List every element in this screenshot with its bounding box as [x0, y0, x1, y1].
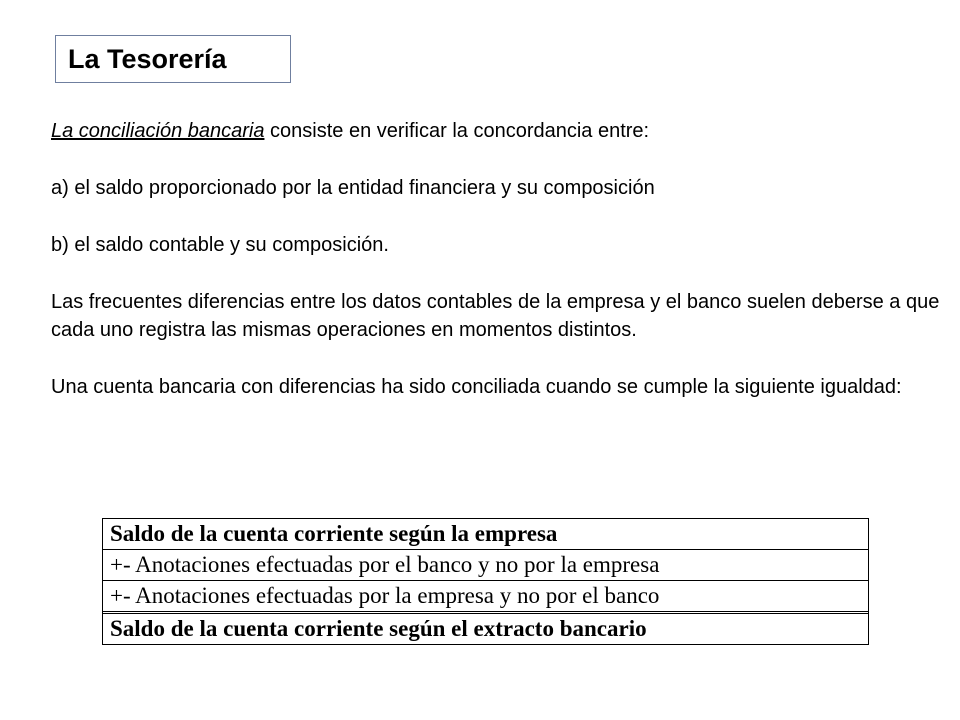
intro-term: La conciliación bancaria	[51, 120, 265, 142]
slide-title-box	[55, 35, 291, 83]
formula-row-company-entries: +- Anotaciones efectuadas por la empresa y no por el banco	[103, 581, 868, 614]
intro-paragraph	[51, 117, 941, 145]
formula-row-bank-statement-balance: Saldo de la cuenta corriente según el extracto bancario	[110, 616, 647, 641]
intro-rest: consiste en verificar la concordancia entre:	[264, 120, 650, 142]
formula-row-bank-entries: +- Anotaciones efectuadas por el banco y no por la empresa	[103, 550, 868, 581]
item-b: b) el saldo contable y su composición.	[51, 234, 389, 256]
reconciliation-formula-table	[102, 518, 869, 645]
formula-row-company-balance: Saldo de la cuenta corriente según la empresa	[103, 519, 868, 550]
slide-title: La Tesorería	[68, 43, 227, 74]
item-a: a) el saldo proporcionado por la entidad financiera y su composición	[51, 177, 655, 199]
slide-body	[51, 117, 941, 401]
paragraph-equality: Una cuenta bancaria con diferencias ha sido conciliada cuando se cumple la siguiente igualdad:	[51, 376, 902, 398]
paragraph-differences: Las frecuentes diferencias entre los datos contables de la empresa y el banco suelen deberse a que cada uno registra las mismas operaciones en momentos distintos.	[51, 291, 940, 341]
